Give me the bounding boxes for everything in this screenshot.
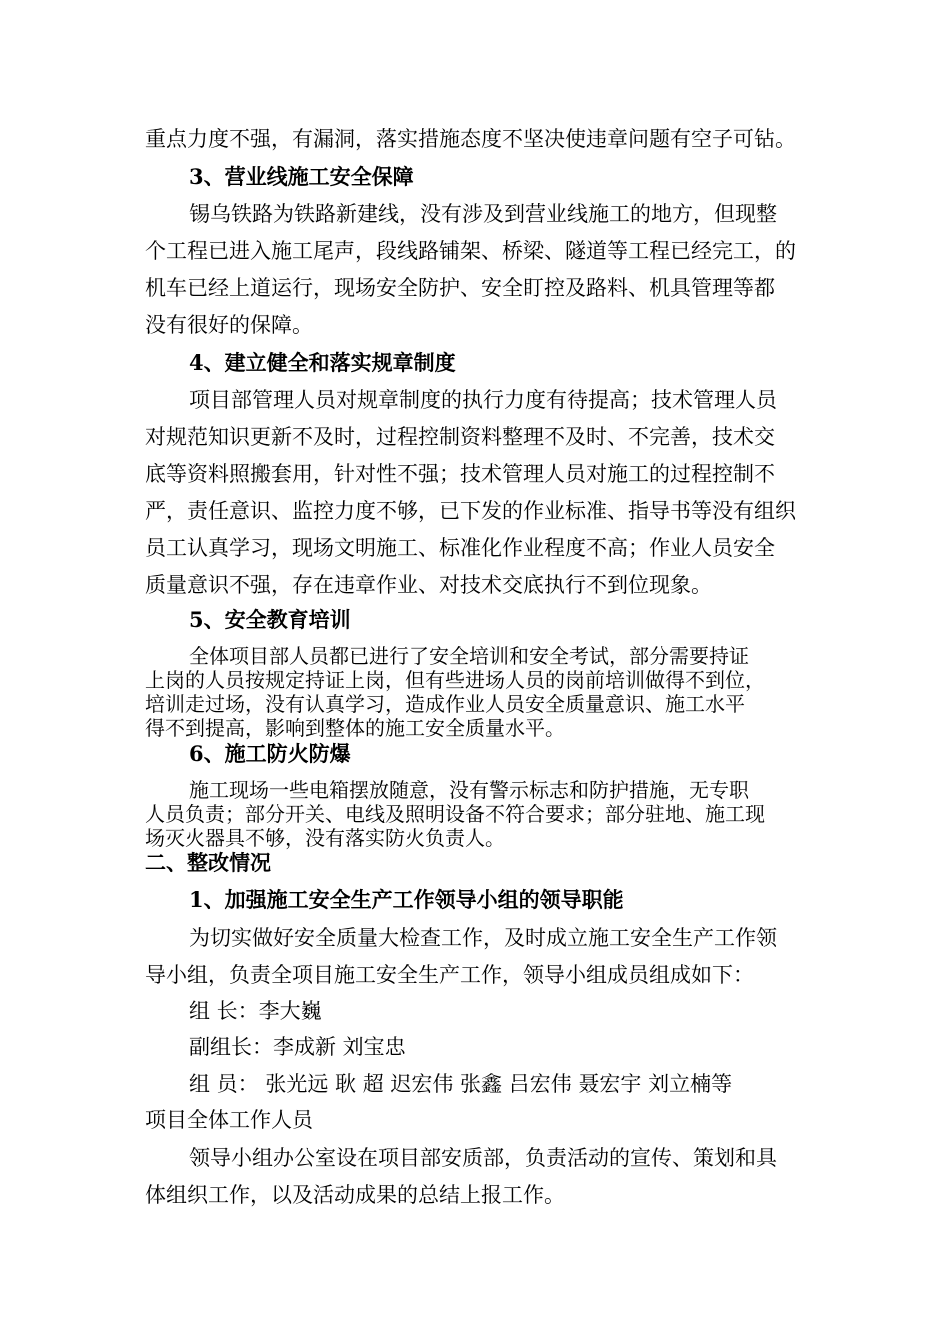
paragraph-line: 严，责任意识、监控力度不够，已下发的作业标准、指导书等没有组织 xyxy=(145,499,796,523)
paragraph-line: 没有很好的保障。 xyxy=(145,313,313,337)
paragraph-line: 得不到提高，影响到整体的施工安全质量水平。 xyxy=(145,716,565,740)
section-heading-4: 4、建立健全和落实规章制度 xyxy=(189,350,456,375)
section-heading-1: 1、加强施工安全生产工作领导小组的领导职能 xyxy=(189,887,624,912)
group-members-continuation: 项目全体工作人员 xyxy=(145,1108,313,1132)
paragraph-line: 员工认真学习，现场文明施工、标准化作业程度不高；作业人员安全 xyxy=(145,536,775,560)
paragraph-line: 场灭火器具不够，没有落实防火负责人。 xyxy=(145,826,505,850)
paragraph-line: 领导小组办公室设在项目部安质部，负责活动的宣传、策划和具 xyxy=(189,1146,777,1170)
paragraph-line: 全体项目部人员都已进行了安全培训和安全考试，部分需要持证 xyxy=(189,644,749,668)
paragraph-line: 机车已经上道运行，现场安全防护、安全盯控及路料、机具管理等都 xyxy=(145,276,775,300)
paragraph-line: 锡乌铁路为铁路新建线，没有涉及到营业线施工的地方，但现整 xyxy=(189,202,777,226)
paragraph-line: 底等资料照搬套用，针对性不强；技术管理人员对施工的过程控制不 xyxy=(145,462,775,486)
paragraph-line: 人员负责；部分开关、电线及照明设备不符合要求；部分驻地、施工现 xyxy=(145,802,765,826)
section-heading-5: 5、安全教育培训 xyxy=(189,607,351,632)
paragraph-line: 对规范知识更新不及时，过程控制资料整理不及时、不完善，技术交 xyxy=(145,425,775,449)
paragraph-line: 培训走过场，没有认真学习，造成作业人员安全质量意识、施工水平 xyxy=(145,692,745,716)
section-heading-6: 6、施工防火防爆 xyxy=(189,741,351,766)
paragraph-line: 施工现场一些电箱摆放随意，没有警示标志和防护措施，无专职 xyxy=(189,778,749,802)
paragraph-continuation-line: 重点力度不强，有漏洞，落实措施态度不坚决使违章问题有空子可钻。 xyxy=(145,127,796,151)
chapter-heading-rectification: 二、整改情况 xyxy=(145,850,271,875)
paragraph-line: 质量意识不强，存在违章作业、对技术交底执行不到位现象。 xyxy=(145,573,712,597)
paragraph-line: 上岗的人员按规定持证上岗，但有些进场人员的岗前培训做得不到位， xyxy=(145,668,765,692)
section-heading-3: 3、营业线施工安全保障 xyxy=(189,164,414,189)
deputy-leader-line: 副组长：李成新 刘宝忠 xyxy=(189,1035,406,1059)
paragraph-line: 项目部管理人员对规章制度的执行力度有待提高；技术管理人员 xyxy=(189,388,777,412)
paragraph-line: 为切实做好安全质量大检查工作，及时成立施工安全生产工作领 xyxy=(189,926,777,950)
paragraph-line: 导小组，负责全项目施工安全生产工作，领导小组成员组成如下： xyxy=(145,963,754,987)
group-leader-line: 组 长：李大巍 xyxy=(189,999,322,1023)
group-members-line: 组 员： 张光远 耿 超 迟宏伟 张鑫 吕宏伟 聂宏宇 刘立楠等 xyxy=(189,1072,733,1096)
paragraph-line: 个工程已进入施工尾声，段线路铺架、桥梁、隧道等工程已经完工，的 xyxy=(145,239,796,263)
paragraph-line: 体组织工作，以及活动成果的总结上报工作。 xyxy=(145,1183,565,1207)
